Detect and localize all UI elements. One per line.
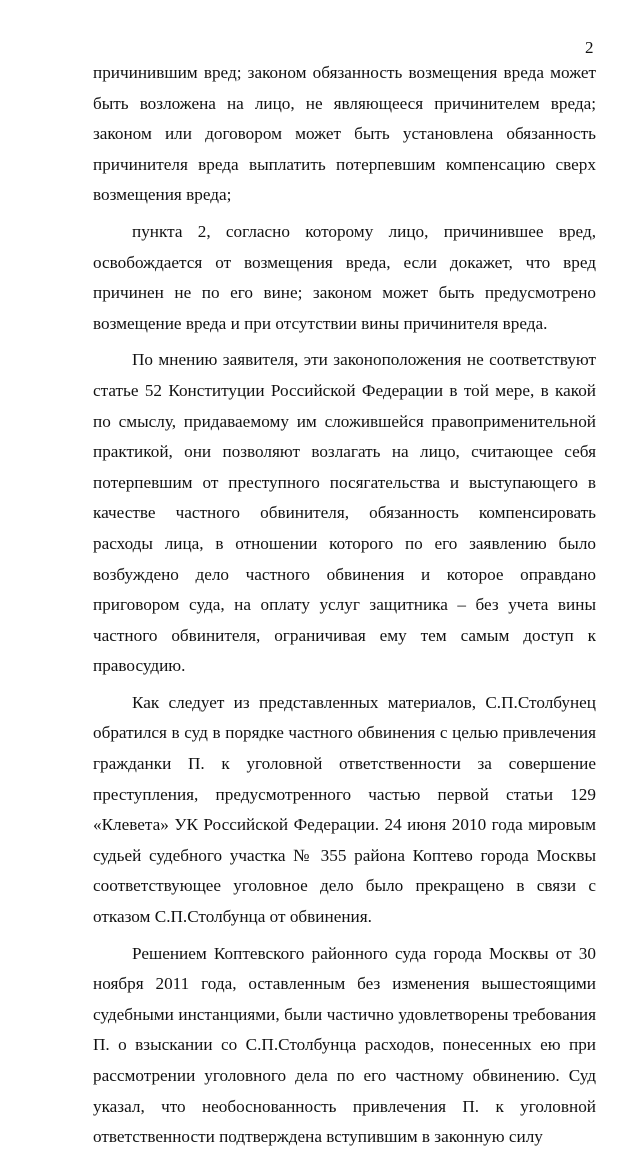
page-number: 2 [585, 38, 594, 57]
paragraph-case-materials: Как следует из представленных материалов, С.П.Столбунец обратился в суд в порядке частного обвинения с целью привлечения гражданки П. к уголовной ответственности за совершение преступления, предусмотренного частью первой статьи 129 «Клевета» УК Российской Федерации. 24 июня 2010 года мировым судьей судебного участка № 355 района Коптево города Москвы соответствующее уголовное дело было прекращено в связи с отказом С.П.Столбунца от обвинения. [93, 692, 596, 927]
paragraph-applicant-opinion: По мнению заявителя, эти законоположения не соответствуют статье 52 Конституции Российской Федерации в той мере, в какой по смыслу, придаваемому им сложившейся правоприменительной практикой, они позволяют возлагать на лицо, считающее себя потерпевшим от преступного посягательства и выступающего в качестве частного обвинителя, обязанность компенсировать расходы лица, в отношении которого по его заявлению было возбуждено дело частного обвинения и которое оправдано приговором суда, на оплату услуг защитника – без учета вины частного обвинителя, ограничивая ему тем самым доступ к правосудию. [93, 350, 596, 676]
document-body [93, 58, 596, 1159]
paragraph-point-2: пункта 2, согласно которому лицо, причинившее вред, освобождается от возмещения вреда, если докажет, что вред причинен не по его вине; законом может быть предусмотрено возмещение вреда и при отсутствии вины причинителя вреда. [93, 221, 596, 333]
paragraph-continuation: причинившим вред; законом обязанность возмещения вреда может быть возложена на лицо, не являющееся причинителем вреда; законом или договором может быть установлена обязанность причинителя вреда выплатить потерпевшим компенсацию сверх возмещения вреда; [93, 63, 596, 205]
paragraph-court-decision: Решением Коптевского районного суда города Москвы от 30 ноября 2011 года, оставленным без изменения вышестоящими судебными инстанциями, были частично удовлетворены требования П. о взыскании со С.П.Столбунца расходов, понесенных ею при рассмотрении уголовного дела по его частному обвинению. Суд указал, что необоснованность привлечения П. к уголовной ответственности подтверждена вступившим в законную силу [93, 943, 596, 1147]
